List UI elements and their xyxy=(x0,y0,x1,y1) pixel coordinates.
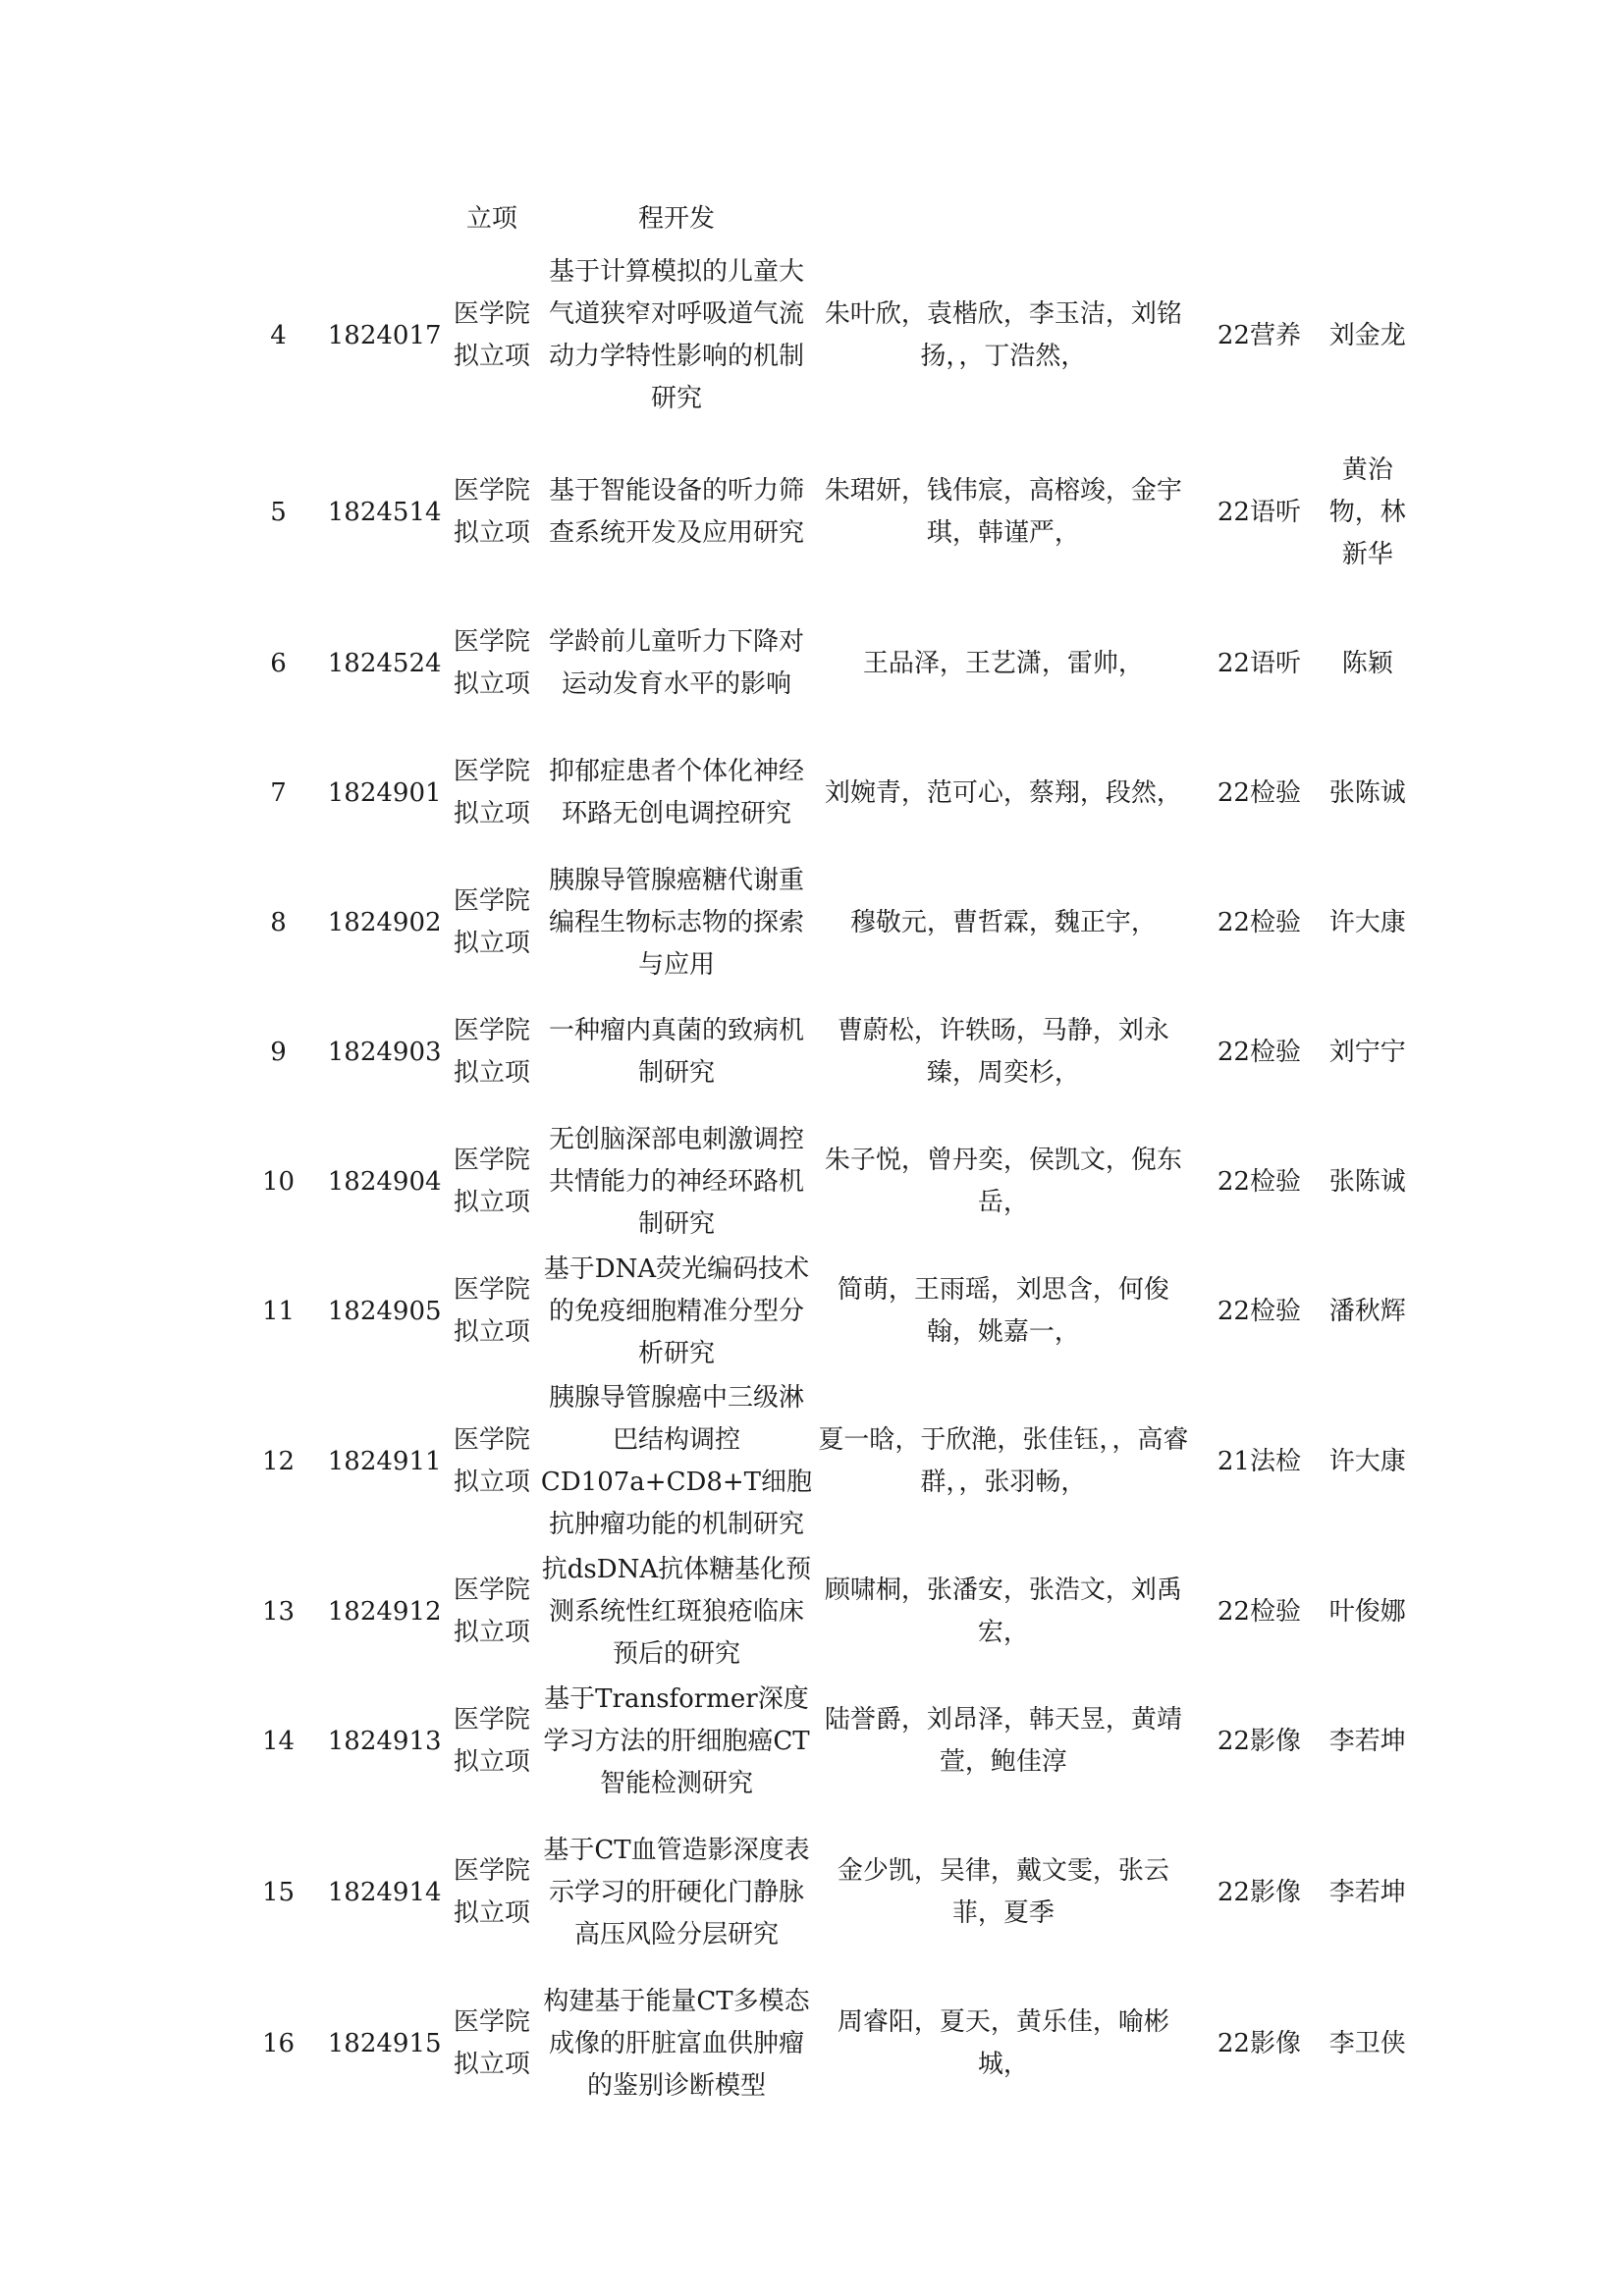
advisor xyxy=(1325,192,1410,245)
project-title: 胰腺导管腺癌中三级淋巴结构调控CD107a+CD8+T细胞抗肿瘤功能的机制研究 xyxy=(540,1383,812,1539)
project-title: 一种瘤内真菌的致病机制研究 xyxy=(548,1016,804,1088)
student-class xyxy=(1193,192,1325,245)
row-index: 10 xyxy=(262,1166,296,1197)
project-code: 1824901 xyxy=(327,777,442,808)
project-code: 1824902 xyxy=(327,907,442,937)
project-title: 胰腺导管腺癌糖代谢重编程生物标志物的探索与应用 xyxy=(548,865,804,980)
project-type: 医学院拟立项 xyxy=(453,1856,530,1928)
advisor: 黄治物，林新华 xyxy=(1328,454,1406,569)
project-title: 基于DNA荧光编码技术的免疫细胞精准分型分析研究 xyxy=(543,1254,810,1368)
row-index: 13 xyxy=(262,1596,296,1627)
project-title: 抑郁症患者个体化神经环路无创电调控研究 xyxy=(548,757,804,828)
student-class: 22语听 xyxy=(1217,648,1301,678)
row-index xyxy=(232,192,325,245)
student-class: 22影像 xyxy=(1217,1877,1301,1907)
advisor: 叶俊娜 xyxy=(1328,1596,1406,1627)
row-index: 9 xyxy=(270,1037,287,1067)
project-members: 简萌，王雨瑶，刘思含，何俊翰，姚嘉一， xyxy=(837,1275,1169,1347)
project-members: 顾啸桐，张潘安，张浩文，刘禹宏， xyxy=(824,1575,1182,1647)
project-members: 王品泽，王艺潇，雷帅， xyxy=(862,648,1144,678)
student-class: 22检验 xyxy=(1217,1037,1301,1067)
project-type: 立项 xyxy=(465,203,517,234)
table-row xyxy=(232,1806,1410,1979)
student-class: 21法检 xyxy=(1217,1446,1301,1476)
project-title: 无创脑深部电刺激调控共情能力的神经环路机制研究 xyxy=(548,1124,804,1239)
student-class: 22影像 xyxy=(1217,1726,1301,1756)
row-index: 16 xyxy=(262,2028,296,2058)
project-code xyxy=(325,192,444,245)
table-row xyxy=(232,1677,1410,1806)
table-row xyxy=(232,1979,1410,2109)
advisor: 李卫侠 xyxy=(1328,2028,1406,2058)
table-row xyxy=(232,988,1410,1117)
project-type: 医学院拟立项 xyxy=(453,1705,530,1777)
row-index: 5 xyxy=(270,497,287,527)
project-type: 医学院拟立项 xyxy=(453,476,530,548)
project-code: 1824524 xyxy=(327,648,442,678)
project-code: 1824915 xyxy=(327,2028,442,2058)
row-index: 15 xyxy=(262,1877,296,1907)
row-index: 6 xyxy=(270,648,287,678)
project-code: 1824905 xyxy=(327,1296,442,1326)
project-type: 医学院拟立项 xyxy=(453,886,530,958)
table-row xyxy=(232,858,1410,988)
project-members: 朱子悦，曾丹奕，侯凯文，倪东岳， xyxy=(824,1146,1182,1217)
student-class: 22营养 xyxy=(1217,320,1301,350)
project-type: 医学院拟立项 xyxy=(453,757,530,828)
project-type: 医学院拟立项 xyxy=(453,1575,530,1647)
row-index: 11 xyxy=(262,1296,296,1326)
project-members: 朱叶欣，袁楷欣，李玉洁，刘铭扬，，丁浩然， xyxy=(824,299,1182,371)
project-code: 1824913 xyxy=(327,1726,442,1756)
advisor: 许大康 xyxy=(1328,1446,1406,1476)
student-class: 22检验 xyxy=(1217,907,1301,937)
project-type: 医学院拟立项 xyxy=(453,2007,530,2079)
advisor: 张陈诚 xyxy=(1328,1166,1406,1197)
project-code: 1824904 xyxy=(327,1166,442,1197)
project-title: 程开发 xyxy=(637,203,715,234)
advisor: 李若坤 xyxy=(1328,1726,1406,1756)
project-title: 基于计算模拟的儿童大气道狭窄对呼吸道气流动力学特性影响的机制研究 xyxy=(548,257,804,413)
project-code: 1824017 xyxy=(327,320,442,350)
project-members: 陆誉爵，刘昂泽，韩天昱，黄靖萱，鲍佳淳 xyxy=(824,1705,1182,1777)
project-code: 1824911 xyxy=(327,1446,442,1476)
project-type: 医学院拟立项 xyxy=(453,1425,530,1497)
table-row xyxy=(232,728,1410,858)
row-index: 4 xyxy=(270,320,287,350)
table-row xyxy=(232,1117,1410,1247)
project-title: 基于智能设备的听力筛查系统开发及应用研究 xyxy=(548,476,804,548)
project-title: 基于CT血管造影深度表示学习的肝硬化门静脉高压风险分层研究 xyxy=(543,1835,810,1949)
row-index: 14 xyxy=(262,1726,296,1756)
project-type: 医学院拟立项 xyxy=(453,1275,530,1347)
advisor: 潘秋辉 xyxy=(1328,1296,1406,1326)
project-table xyxy=(232,192,1410,2109)
advisor: 张陈诚 xyxy=(1328,777,1406,808)
project-members: 周睿阳，夏天，黄乐佳，喻彬城， xyxy=(837,2007,1169,2079)
project-members: 穆敬元，曹哲霖，魏正宇， xyxy=(849,907,1157,937)
row-index: 7 xyxy=(270,777,287,808)
table-row xyxy=(232,426,1410,599)
student-class: 22检验 xyxy=(1217,1596,1301,1627)
project-members: 曹蔚松，许轶旸，马静，刘永臻，周奕杉， xyxy=(837,1016,1169,1088)
advisor: 陈颖 xyxy=(1341,648,1393,678)
project-type: 医学院拟立项 xyxy=(453,1146,530,1217)
project-code: 1824912 xyxy=(327,1596,442,1627)
project-members: 金少凯，吴律，戴文雯，张云菲，夏季 xyxy=(837,1856,1169,1928)
table-row xyxy=(232,192,1410,245)
project-title: 抗dsDNA抗体糖基化预测系统性红斑狼疮临床预后的研究 xyxy=(541,1554,812,1669)
table-row xyxy=(232,599,1410,728)
table-row xyxy=(232,1376,1410,1547)
project-code: 1824903 xyxy=(327,1037,442,1067)
student-class: 22检验 xyxy=(1217,1296,1301,1326)
project-title: 学龄前儿童听力下降对运动发育水平的影响 xyxy=(548,627,804,699)
table-row xyxy=(232,1247,1410,1376)
project-code: 1824914 xyxy=(327,1877,442,1907)
project-type: 医学院拟立项 xyxy=(453,1016,530,1088)
table-row xyxy=(232,245,1410,426)
student-class: 22语听 xyxy=(1217,497,1301,527)
project-title: 基于Transformer深度学习方法的肝细胞癌CT智能检测研究 xyxy=(543,1683,810,1798)
table-row xyxy=(232,1547,1410,1677)
advisor: 许大康 xyxy=(1328,907,1406,937)
student-class: 22影像 xyxy=(1217,2028,1301,2058)
row-index: 8 xyxy=(270,907,287,937)
advisor: 刘金龙 xyxy=(1328,320,1406,350)
advisor: 李若坤 xyxy=(1328,1877,1406,1907)
row-index: 12 xyxy=(262,1446,296,1476)
project-code: 1824514 xyxy=(327,497,442,527)
project-type: 医学院拟立项 xyxy=(453,627,530,699)
project-type: 医学院拟立项 xyxy=(453,299,530,371)
student-class: 22检验 xyxy=(1217,1166,1301,1197)
project-title: 构建基于能量CT多模态成像的肝脏富血供肿瘤的鉴别诊断模型 xyxy=(543,1986,810,2101)
student-class: 22检验 xyxy=(1217,777,1301,808)
project-members: 刘婉青，范可心，蔡翔，段然， xyxy=(824,777,1182,808)
project-members: 夏一晗，于欣滟，张佳钰，，高睿群，，张羽畅， xyxy=(818,1425,1189,1497)
project-members: 朱珺妍，钱伟宸，高榕竣，金宇琪，韩谨严， xyxy=(824,476,1182,548)
project-members xyxy=(813,192,1193,245)
advisor: 刘宁宁 xyxy=(1328,1037,1406,1067)
